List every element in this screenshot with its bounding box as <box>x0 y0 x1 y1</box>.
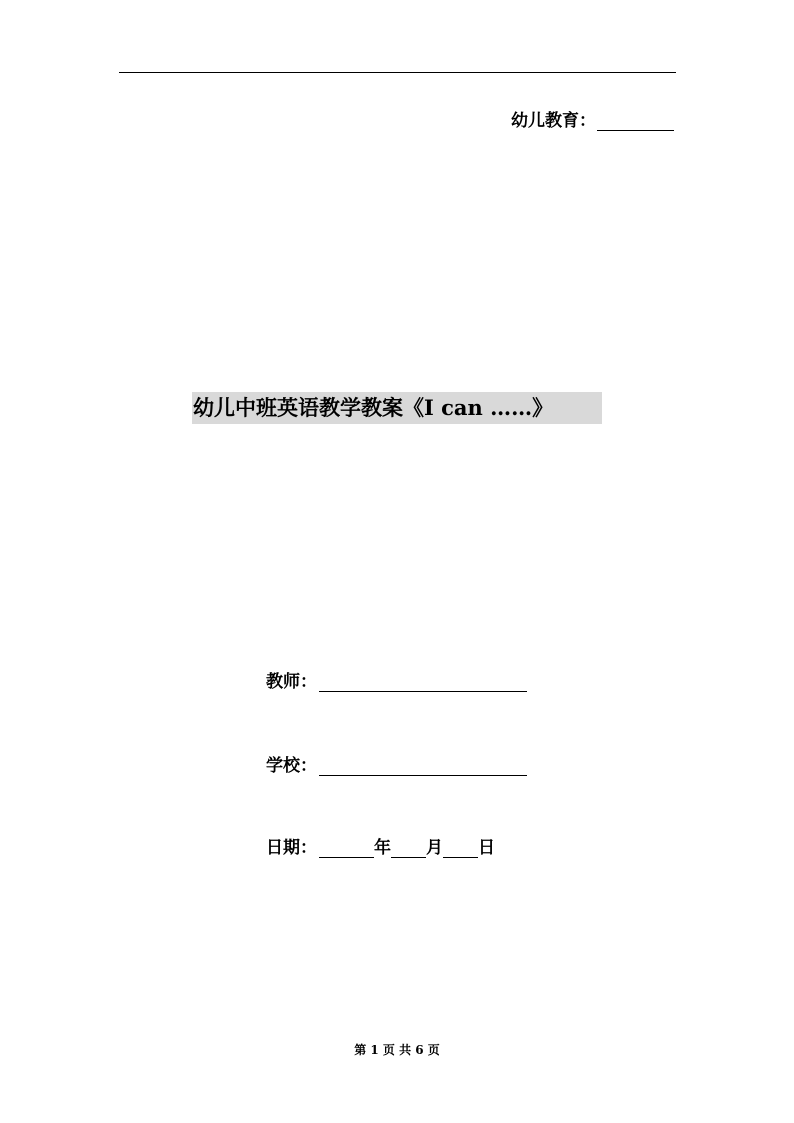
month-unit: 月 <box>426 838 443 858</box>
day-unit: 日 <box>478 838 495 858</box>
document-title: 幼儿中班英语教学教案《I can ……》 <box>192 392 602 424</box>
header-category-blank[interactable] <box>597 112 674 131</box>
year-blank[interactable] <box>319 837 374 858</box>
school-blank[interactable] <box>319 755 527 776</box>
teacher-blank[interactable] <box>319 671 527 692</box>
page-number: 第 1 页 共 6 页 <box>354 1043 440 1057</box>
header-category-label: 幼儿教育： <box>511 111 596 131</box>
header-category-field <box>511 106 674 131</box>
date-label: 日期： <box>266 838 317 858</box>
school-row <box>266 752 527 776</box>
teacher-row <box>266 668 527 692</box>
header-rule <box>119 72 676 73</box>
year-unit: 年 <box>374 838 391 858</box>
school-label: 学校： <box>266 756 317 776</box>
teacher-label: 教师： <box>266 672 317 692</box>
date-row <box>266 834 495 858</box>
day-blank[interactable] <box>443 837 478 858</box>
month-blank[interactable] <box>391 837 426 858</box>
